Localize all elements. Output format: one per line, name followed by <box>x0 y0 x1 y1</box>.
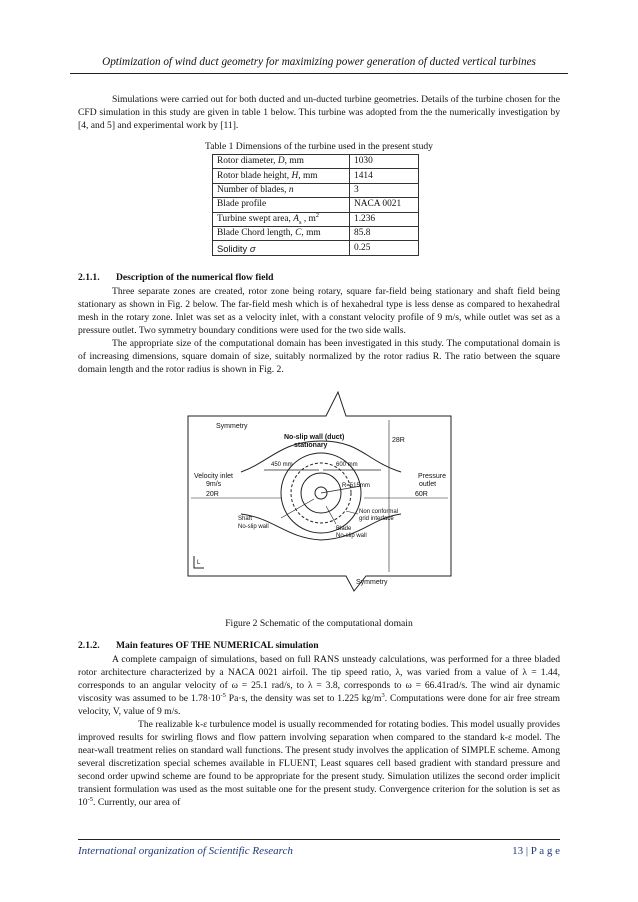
label-20r: 20R <box>206 491 219 498</box>
section-2-1-2-heading <box>78 640 560 651</box>
label-pressure-outlet-1: Pressure <box>418 473 447 480</box>
label-symbol: D <box>277 156 285 167</box>
label-symmetry-top: Symmetry <box>216 423 248 430</box>
label-symbol: A <box>293 213 299 224</box>
table-cell-value: 1.236 <box>350 212 419 226</box>
table-cell-label <box>213 241 350 255</box>
label-shaft-2: No-slip wall <box>238 524 269 530</box>
label-rotor-radius: R=515mm <box>342 483 370 489</box>
intro-section <box>78 93 560 132</box>
figure-caption: Figure 2 Schematic of the computational domain <box>225 618 413 629</box>
para2-text: The realizable k-ε turbulence model is usually recommended for rotating bodies. This model usually provides improved results for swirling flows and flow pattern involving separation when compared to the standard k-ε model. The near-wall treatment relies on standard wall functions. The present study involves the application of SIMPLE scheme. Among several discretization special schemes available in FLUENT, Least squares cell based gradient with standard pressure and second order upwind scheme are found to be appropriate for the present study. Simulation utilizes the second order implicit transient formulation was used as the most suitable one for the present study. Convergence criterion for the solution is set as 10 <box>78 719 560 808</box>
header-rule <box>70 73 568 74</box>
footer-rule <box>78 839 560 840</box>
viscosity-exponent: -5 <box>220 691 226 699</box>
table-cell-label <box>213 212 350 226</box>
section-2-1-2-body <box>78 653 560 809</box>
figure-2-schematic <box>186 386 456 601</box>
table-cell-value: NACA 0021 <box>350 198 419 212</box>
running-header: Optimization of wind duct geometry for maximizing power generation of ducted vertical turbines <box>102 56 536 68</box>
table-cell-label <box>213 155 350 169</box>
label-text: Rotor diameter, <box>217 156 278 167</box>
table-cell-label <box>213 169 350 183</box>
label-velocity-inlet-2: 9m/s <box>206 481 222 488</box>
density-exponent: 3 <box>381 691 385 699</box>
label-blade-1: Blade <box>336 526 352 532</box>
label-velocity-inlet-1: Velocity inlet <box>194 473 233 480</box>
label-blade-2: No-slip wall <box>336 533 367 539</box>
label-unit: , mm <box>284 156 304 167</box>
label-nonconformal-1: Non conformal <box>359 509 399 515</box>
label-pressure-outlet-2: outlet <box>419 481 437 488</box>
section-2-1-1-heading <box>78 272 560 283</box>
table-row <box>213 169 419 183</box>
label-symmetry-bottom: Symmetry <box>356 579 388 586</box>
intro-paragraph: Simulations were carried out for both ducted and un-ducted turbine geometries. Details of the turbine chosen for the CFD simulation in this study are given in table 1 below. This turbine was adopted from the the numerically investigation by [4, and 5] and experimental work by [11]. <box>78 94 560 131</box>
label-nonconformal-2: grid interface <box>359 516 394 522</box>
section-2-1-2-para1 <box>78 653 560 718</box>
label-28r: 28R <box>392 437 405 444</box>
label-text: Blade profile <box>217 199 267 210</box>
domain-boundary <box>188 392 451 591</box>
table-cell-label <box>213 183 350 197</box>
label-450mm: 450 mm <box>271 462 293 468</box>
section-title: Main features OF THE NUMERICAL simulation <box>116 640 319 651</box>
section-2-1-2-para2 <box>78 718 560 809</box>
label-unit: , m <box>301 213 316 224</box>
label-unit: , mm <box>298 170 318 181</box>
label-noslip-duct-1: No-slip wall (duct) <box>284 434 345 441</box>
label-text: Turbine swept area, <box>217 213 294 224</box>
table-cell-value: 1414 <box>350 169 419 183</box>
table-caption: Table 1 Dimensions of the turbine used in the present study <box>205 141 433 152</box>
table-row <box>213 155 419 169</box>
label-symbol: σ <box>249 242 256 254</box>
section-number: 2.1.2. <box>78 640 100 651</box>
label-symbol: C <box>295 228 302 239</box>
label-axis: L <box>197 560 201 566</box>
label-unit: , mm <box>301 228 321 239</box>
label-superscript: 2 <box>315 211 320 219</box>
label-text: Solidity <box>217 242 250 254</box>
label-text: Blade Chord length, <box>217 228 296 239</box>
label-subscript: s <box>298 218 302 226</box>
section-number: 2.1.1. <box>78 272 100 283</box>
para2-end: . Currently, our area of <box>93 797 181 808</box>
footer-journal: International organization of Scientific Research <box>78 845 293 857</box>
footer-page-number: 13 | P a g e <box>512 845 560 857</box>
label-symbol: H <box>291 170 299 181</box>
label-600mm: 600 mm <box>336 462 358 468</box>
section-2-1-1-body <box>78 285 560 376</box>
para1-mid: Pa·s, the density was set to 1.225 kg/m <box>225 693 382 704</box>
label-60r: 60R <box>415 491 428 498</box>
convergence-exponent: -5 <box>87 795 94 803</box>
table-cell-label <box>213 198 350 212</box>
para1-end: . Computations were done for air free stream velocity, V, value of 9 m/s. <box>78 693 560 717</box>
table-row <box>213 212 419 226</box>
table-row <box>213 226 419 240</box>
table-cell-value: 1030 <box>350 155 419 169</box>
label-text: Rotor blade height, <box>217 170 292 181</box>
label-shaft-1: Shaft <box>238 516 253 522</box>
turbine-dimensions-table <box>212 154 419 256</box>
section-title: Description of the numerical flow field <box>116 272 274 283</box>
section-2-1-1-para2: The appropriate size of the computational domain has been investigated in this study. The computational domain is of increasing dimensions, square domain of size, suitably normalized by the rotor radius R. The ratio between the square domain length and the rotor radius is shown in Fig. 2. <box>78 338 560 375</box>
table-cell-label <box>213 226 350 240</box>
table-row <box>213 241 419 255</box>
para1-text: A complete campaign of simulations, based on full RANS unsteady calculations, was performed for a three bladed rotor architecture characterized by a NACA 0021 airfoil. The tip speed ratio, λ, was varied from a value of λ = 1.44, corresponds to an angular velocity of ω = 25.1 rad/s, to λ = 3.8, corresponds to ω = 66.41rad/s. The wind air dynamic viscosity was assumed to be 1.78·10 <box>78 654 560 704</box>
table-cell-value: 85.8 <box>350 226 419 240</box>
label-symbol: n <box>288 184 294 195</box>
table-cell-value: 0.25 <box>350 241 419 255</box>
table-row <box>213 183 419 197</box>
label-noslip-duct-2: stationary <box>294 442 328 449</box>
section-2-1-1-para1: Three separate zones are created, rotor zone being rotary, square far-field being stationary and shaft field being stationary as shown in Fig. 2 below. The far-field mesh which is of hexahedral type is less dense as compared to hexahedral mesh in the rotary zone. Inlet was set as a velocity inlet, with a constant velocity profile of 9 m/s, while outlet was set as a pressure outlet. Two symmetry boundary conditions were used for the two side walls. <box>78 286 560 336</box>
label-text: Number of blades, <box>217 184 289 195</box>
table-row <box>213 198 419 212</box>
computational-domain-diagram <box>186 386 456 596</box>
table-cell-value: 3 <box>350 183 419 197</box>
